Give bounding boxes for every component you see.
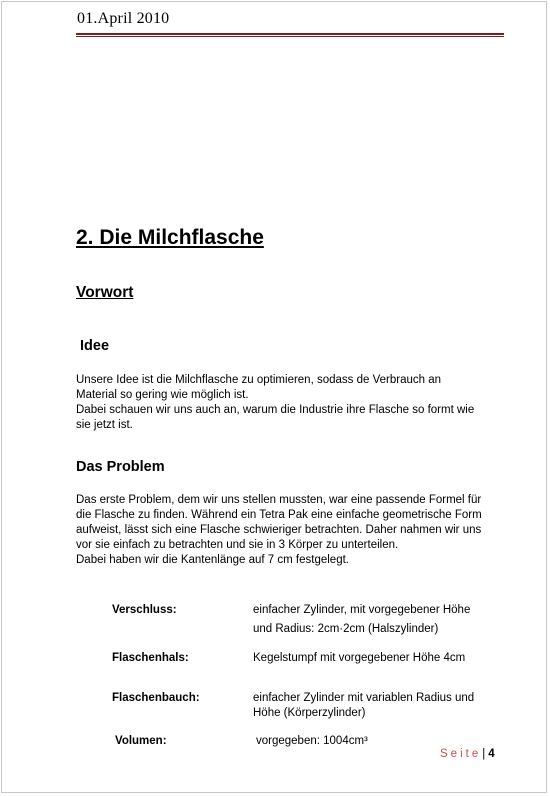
spec-value-flaschenbauch-2: Höhe (Körperzylinder) — [253, 707, 366, 719]
chapter-title: 2. Die Milchflasche — [76, 226, 264, 249]
idee-line: Material so gering wie möglich ist. — [76, 389, 249, 401]
spec-label-volumen: Volumen: — [115, 735, 167, 747]
problem-line: vor sie einfach zu betrachten und sie in 3 Körper zu unterteilen. — [76, 539, 399, 551]
footer-seite-label: Seite — [440, 748, 482, 760]
footer-page-number: 4 — [488, 748, 495, 760]
idee-line: Dabei schauen wir uns auch an, warum die Industrie ihre Flasche so formt wie — [76, 404, 475, 416]
idee-paragraph — [76, 373, 516, 433]
spec-label-flaschenbauch: Flaschenbauch: — [112, 692, 200, 704]
page-footer — [440, 748, 495, 760]
problem-line: die Flasche zu finden. Während ein Tetra Pak eine einfache geometrische Form — [76, 509, 482, 521]
problem-line: aufweist, lässt sich eine Flasche schwieriger betrachten. Daher nahmen wir uns — [76, 524, 482, 536]
spec-value-flaschenhals: Kegelstumpf mit vorgegebener Höhe 4cm — [253, 652, 466, 664]
spec-value-flaschenbauch-1: einfacher Zylinder mit variablen Radius und — [253, 692, 475, 704]
spec-value-verschluss-2: und Radius: 2cm·2cm (Halszylinder) — [253, 623, 439, 635]
problem-line: Dabei haben wir die Kantenlänge auf 7 cm festgelegt. — [76, 554, 349, 566]
problem-paragraph — [76, 493, 516, 568]
spec-value-verschluss-1: einfacher Zylinder, mit vorgegebener Höhe — [253, 604, 471, 616]
header-rule-thin — [76, 36, 504, 37]
idee-line: sie jetzt ist. — [76, 419, 133, 431]
header-date: 01.April 2010 — [77, 10, 170, 27]
idee-line: Unsere Idee ist die Milchflasche zu optimieren, sodass de Verbrauch an — [76, 374, 442, 386]
spec-label-flaschenhals: Flaschenhals: — [112, 652, 189, 664]
problem-heading: Das Problem — [76, 459, 165, 475]
spec-label-verschluss: Verschluss: — [112, 604, 177, 616]
footer-separator: | — [482, 748, 486, 760]
idee-heading: Idee — [80, 338, 110, 354]
section-title: Vorwort — [76, 284, 134, 301]
spec-value-volumen: vorgegeben: 1004cm³ — [256, 735, 368, 747]
problem-line: Das erste Problem, dem wir uns stellen mussten, war eine passende Formel für — [76, 494, 482, 506]
header-rule-thick — [76, 33, 504, 35]
